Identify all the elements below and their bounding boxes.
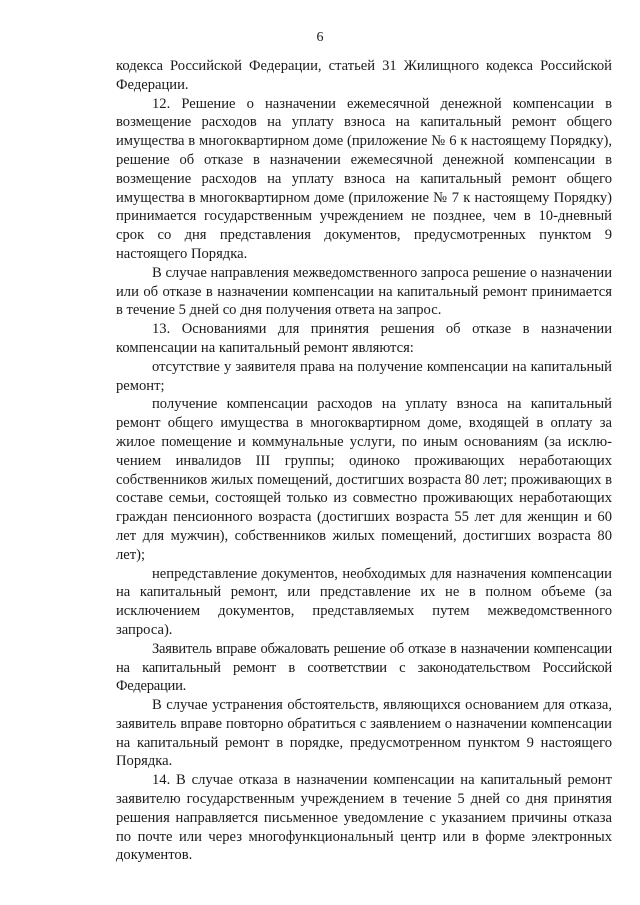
paragraph-interagency-request: В случае направления межведомственного запроса решение о назначении или об отказе в назначении компенсации на капитальный ремонт принимается в течение 5 дней со дня получения ответа на запрос. (116, 264, 612, 319)
paragraph-continuation: кодекса Российской Федерации, статьей 31 Жилищного кодекса Российской Федерации. (116, 58, 612, 93)
paragraph-reapply: В случае устранения обстоятельств, являющихся основанием для отказа, заявитель вправе повторно обратиться с заявлением о назначении компенсации на капитальный ремонт в порядке, предусмотренном пунктом 9 настоящего Порядка. (116, 697, 612, 770)
paragraph-appeal-right: Заявитель вправе обжаловать решение об отказе в назначении компенсации на капитальный ремонт в соответствии с законодательством Российской Федерации. (116, 640, 612, 695)
document-body (116, 57, 612, 865)
paragraph-ground-other-compensation: получение компенсации расходов на уплату взноса на капитальный ремонт общего имущества в многоквартирном доме, входящей в оплату за жилое помещение и коммунальные услуги, по иным основаниям (за исклю-чением инвалидов III группы; одиноко проживающих неработающих собственников жилых помещений, достигших возраста 80 лет; проживающих в составе семьи, состоящей только из совместно проживающих неработающих граждан пенсионного возраста (достигших возраста 55 лет для женщин и 60 лет для мужчин), собственников жилых помещений, достигших возраста 80 лет); (116, 396, 612, 563)
paragraph-ground-missing-documents: непредставление документов, необходимых для назначения компенсации на капитальный ремонт, или представление их не в полном объеме (за исключением документов, представляемых путем межведомственного запроса). (116, 565, 612, 638)
page-number: 6 (316, 30, 324, 45)
paragraph-item-13: 13. Основаниями для принятия решения об отказе в назначении компенсации на капитальный ремонт являются: (116, 321, 612, 356)
paragraph-item-12: 12. Решение о назначении ежемесячной денежной компенсации в возмещение расходов на уплату взноса на капитальный ремонт общего имущества в многоквартирном доме (приложение № 6 к настоящему Порядку), решение об отказе в назначении ежемесячной денежной компенсации в возмещение расходов на уплату взноса на капитальный ремонт общего имущества в многоквартирном доме (приложение № 7 к настоящему Порядку) принимается государственным учреждением не позднее, чем в 10-дневный срок со дня представления документов, предусмотренных пунктом 9 настоящего Порядка. (116, 95, 612, 262)
paragraph-ground-no-right: отсутствие у заявителя права на получение компенсации на капитальный ремонт; (116, 358, 612, 394)
paragraph-item-14: 14. В случае отказа в назначении компенсации на капитальный ремонт заявителю государственным учреждением в течение 5 дней со дня принятия решения направляется письменное уведомление с указанием причины отказа по почте или через многофункциональный центр или в форме электронных документов. (116, 772, 612, 864)
